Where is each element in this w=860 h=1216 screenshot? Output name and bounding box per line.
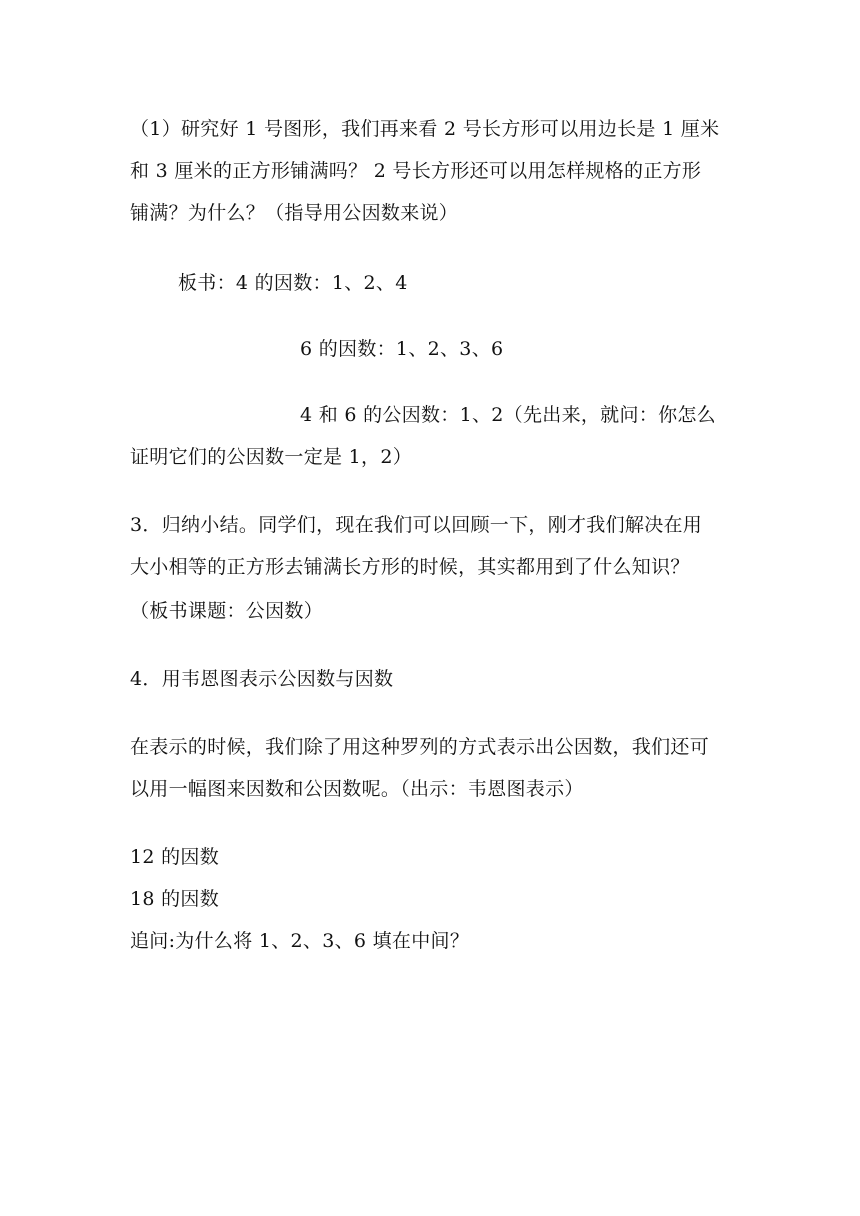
board-line: 4 和 6 的公因数：1、2（先出来，就问：你怎么 xyxy=(300,404,716,426)
board-line: 证明它们的公因数一定是 1，2） xyxy=(130,446,413,468)
paragraph-line: 和 3 厘米的正方形铺满吗？ 2 号长方形还可以用怎样规格的正方形 xyxy=(130,160,702,182)
paragraph-line: （1）研究好 1 号图形，我们再来看 2 号长方形可以用边长是 1 厘米 xyxy=(130,118,720,140)
follow-up-question: 追问:为什么将 1、2、3、6 填在中间？ xyxy=(130,930,470,952)
paragraph-line: 3．归纳小结。同学们，现在我们可以回顾一下，刚才我们解决在用 xyxy=(130,514,703,536)
section-heading: 4．用韦恩图表示公因数与因数 xyxy=(130,668,394,690)
venn-label-12: 12 的因数 xyxy=(130,846,220,868)
paragraph-line: 铺满？为什么？（指导用公因数来说） xyxy=(130,202,459,224)
paragraph-line: （板书课题：公因数） xyxy=(130,600,324,622)
board-line: 板书：4 的因数：1、2、4 xyxy=(178,272,408,294)
board-line: 6 的因数：1、2、3、6 xyxy=(300,338,504,360)
paragraph-line: 在表示的时候，我们除了用这种罗列的方式表示出公因数，我们还可 xyxy=(130,736,710,758)
paragraph-line: 大小相等的正方形去铺满长方形的时候，其实都用到了什么知识？ xyxy=(130,556,690,578)
paragraph-line: 以用一幅图来因数和公因数呢。（出示：韦恩图表示） xyxy=(130,778,584,800)
venn-label-18: 18 的因数 xyxy=(130,888,220,910)
